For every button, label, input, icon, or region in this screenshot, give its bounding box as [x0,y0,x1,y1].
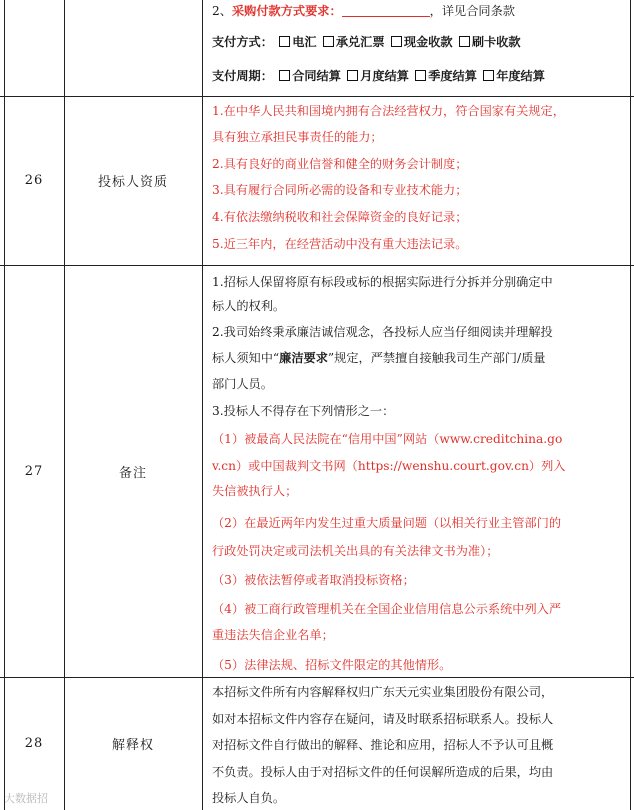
row-label: 投标人资质 [97,175,168,190]
remark-line: （1）被最高人民法院在“信用中国”网站（www.creditchina.go [212,432,563,446]
remark-line: 行政处罚决定或司法机关出具的有关法律文书为准）； [212,544,499,558]
remark-line: （3）被依法暂停或者取消投标资格； [212,573,415,587]
pay-method-option: 电汇 [292,35,317,49]
remark-line [212,349,545,366]
remark-line: （4）被工商行政管理机关在全国企业信用信息公示系统中列入严 [212,602,562,616]
pay-cycle-line [212,67,545,84]
checkbox[interactable] [279,70,290,81]
watermark: 大数据招 [4,792,48,805]
payment-requirement-line [212,2,515,19]
qualification-line: 3.具有履行合同所必需的设备和专业技术能力； [212,183,468,197]
pay-method-option: 现金收款 [403,35,453,49]
qualification-line: 4.有依法缴纳税收和社会保障资金的良好记录； [212,210,468,224]
integrity-requirement-emphasis: 廉洁要求 [279,351,328,365]
payment-terms-cell [202,0,630,96]
table-border-right [630,0,631,810]
pay-cycle-option: 季度结算 [428,69,477,83]
row-number: 28 [24,736,44,751]
interpretation-line: 不负责。投标人由于对招标文件的任何误解所造成的后果，均由 [212,765,554,779]
pay-cycle-option: 年度结算 [496,69,545,83]
item-prefix: 2、 [212,4,232,18]
payment-requirement-suffix: ，详见合同条款 [429,4,515,18]
interpretation-content [202,677,630,810]
payment-requirement-label: 采购付款方式要求： [231,4,342,18]
remark-text: ”规定，严禁擅自接触我司生产部门/质量 [327,351,546,365]
checkbox[interactable] [415,70,426,81]
interpretation-line: 如对本招标文件内容存在疑问，请及时联系招标联系人。投标人 [212,712,554,726]
row-number: 27 [24,463,44,479]
pay-method-label: 支付方式： [212,35,273,49]
pay-method-line [212,33,521,50]
qualification-line: 1.在中华人民共和国境内拥有合法经营权力，符合国家有关规定， [212,104,565,118]
row-number: 26 [24,173,44,188]
remark-line: v.cn）或中国裁判文书网（https://wenshu.court.gov.cn）列入 [212,459,566,473]
pay-cycle-label: 支付周期： [212,69,273,83]
qualification-line: 具有独立承担民事责任的能力； [212,130,383,144]
remark-line: 3.投标人不得存在下列情形之一： [212,404,395,418]
checkbox[interactable] [459,36,470,47]
pay-cycle-option: 合同结算 [292,69,341,83]
remark-line: 2.我司始终秉承廉洁诚信观念，各投标人应当仔细阅读并理解投 [212,325,553,339]
checkbox[interactable] [323,36,334,47]
remark-text: 标人须知中“ [212,351,280,365]
remark-line: 部门人员。 [212,377,273,391]
remark-line: 失信被执行人； [212,484,298,498]
payment-blank-field[interactable] [342,4,430,17]
row-label: 解释权 [111,738,154,753]
interpretation-line: 投标人自负。 [212,791,286,805]
pay-method-option: 承兑汇票 [335,35,385,49]
remarks-content [202,265,630,677]
row-label: 备注 [118,465,147,481]
remark-line: 1.招标人保留将原有标段或标的根据实际进行分拆并分别确定中 [212,275,553,289]
checkbox[interactable] [279,36,290,47]
pay-cycle-option: 月度结算 [360,69,409,83]
qualification-content [202,96,630,265]
interpretation-line: 对招标文件自行做出的解释、推论和应用，招标人不予认可且概 [212,738,554,752]
qualification-line: 2.具有良好的商业信誉和健全的财务会计制度； [212,157,468,171]
remark-line: 重违法失信企业名单； [212,628,334,642]
checkbox[interactable] [483,70,494,81]
checkbox[interactable] [391,36,402,47]
remark-line: （2）在最近两年内发生过重大质量问题（以相关行业主管部门的 [212,516,562,530]
checkbox[interactable] [347,70,358,81]
remark-line: 标人的权利。 [212,299,286,313]
pay-method-option: 刷卡收款 [471,35,521,49]
remark-line: （5）法律法规、招标文件限定的其他情形。 [212,658,452,672]
qualification-line: 5.近三年内，在经营活动中没有重大违法记录。 [212,237,468,251]
interpretation-line: 本招标文件所有内容解释权归广东天元实业集团股份有限公司， [212,685,554,699]
